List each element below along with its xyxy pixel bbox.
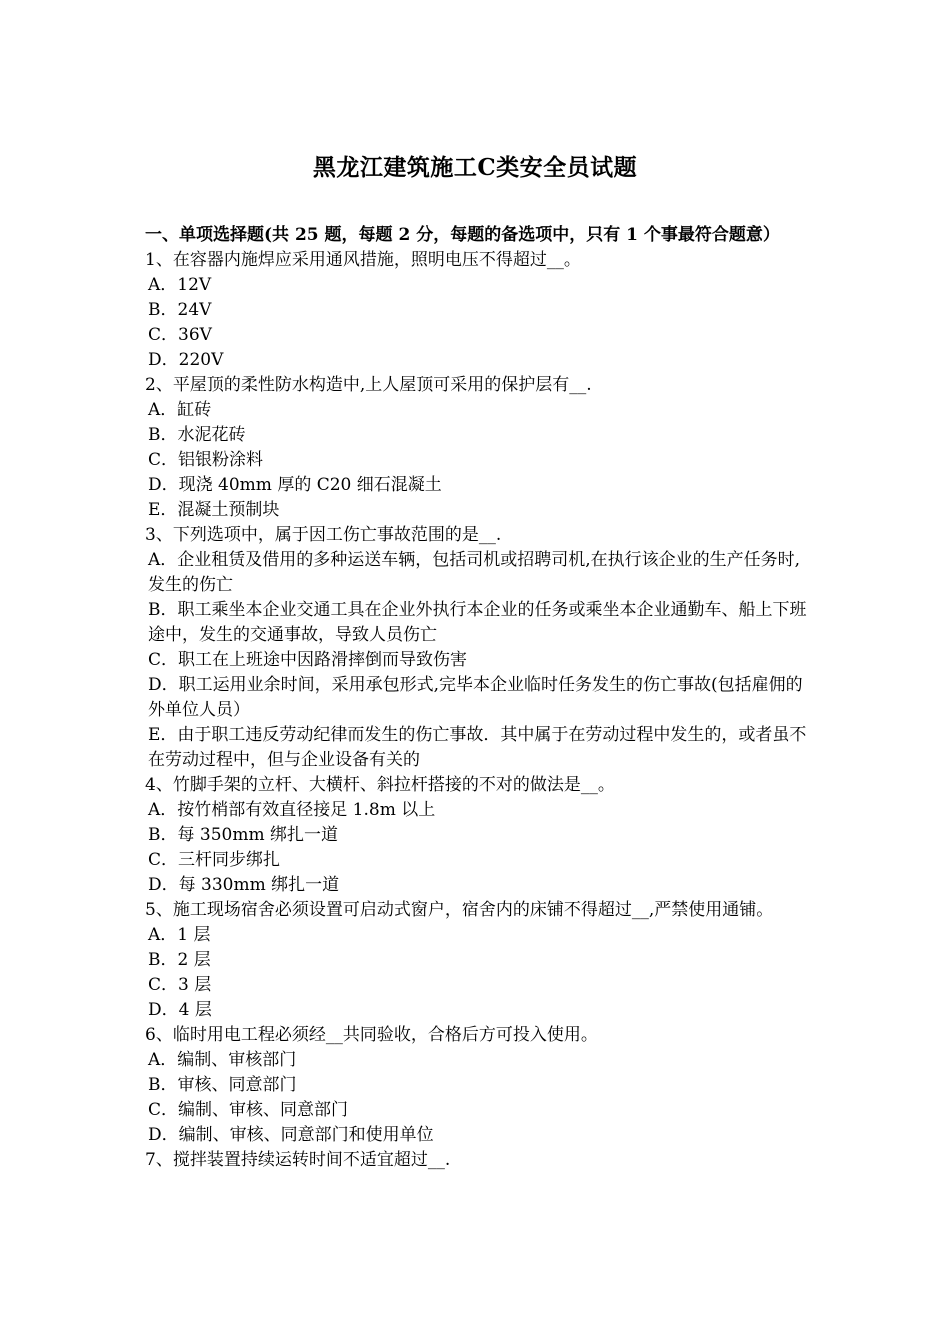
answer-option <box>145 348 813 373</box>
answer-option <box>145 823 813 848</box>
question-stem: 1、在容器内施焊应采用通风措施，照明电压不得超过__。 <box>145 250 581 270</box>
question-stem: 5、施工现场宿舍必须设置可启动式窗户，宿舍内的床铺不得超过__,严禁使用通铺。 <box>145 900 774 920</box>
option-text: 企业租赁及借用的多种运送车辆，包括司机或招聘司机,在执行该企业的生产任务时,发生的伤亡 <box>148 550 801 595</box>
answer-option <box>145 873 813 898</box>
option-letter: D． <box>148 1125 179 1145</box>
question-5 <box>145 898 813 1023</box>
answer-option <box>145 948 813 973</box>
question-stem: 2、平屋顶的柔性防水构造中,上人屋顶可采用的保护层有__. <box>145 375 592 395</box>
option-letter: C． <box>148 850 179 870</box>
option-letter: C． <box>148 325 179 345</box>
option-text: 现浇 40mm 厚的 C20 细石混凝土 <box>178 475 442 495</box>
option-letter: A． <box>148 800 178 820</box>
answer-option <box>145 498 813 523</box>
option-text: 职工在上班途中因路滑摔倒而导致伤害 <box>178 650 468 670</box>
option-letter: D． <box>148 875 179 895</box>
option-text: 编制、审核、同意部门 <box>178 1100 349 1120</box>
question-stem: 4、竹脚手架的立杆、大横杆、斜拉杆搭接的不对的做法是__。 <box>145 775 615 795</box>
option-letter: A． <box>148 550 178 570</box>
question-4 <box>145 773 813 898</box>
option-text: 审核、同意部门 <box>177 1075 297 1095</box>
answer-option <box>145 1048 813 1073</box>
option-text: 职工乘坐本企业交通工具在企业外执行本企业的任务或乘坐本企业通勤车、船上下班途中，发生的交通事故，导致人员伤亡 <box>148 600 807 645</box>
option-letter: C． <box>148 650 179 670</box>
answer-option <box>145 398 813 423</box>
answer-option <box>145 998 813 1023</box>
option-letter: B． <box>148 825 178 845</box>
option-text: 每 330mm 绑扎一道 <box>178 875 340 895</box>
option-text: 按竹梢部有效直径接足 1.8m 以上 <box>177 800 436 820</box>
option-letter: A． <box>148 1050 178 1070</box>
option-letter: A． <box>148 400 178 420</box>
option-text: 3 层 <box>178 975 212 995</box>
option-text: 职工运用业余时间，采用承包形式,完毕本企业临时任务发生的伤亡事故(包括雇佣的外单位人员） <box>148 675 803 720</box>
answer-option <box>145 273 813 298</box>
answer-option <box>145 1123 813 1148</box>
option-letter: E． <box>148 725 178 745</box>
answer-option <box>145 598 813 648</box>
answer-option <box>145 298 813 323</box>
answer-option <box>145 448 813 473</box>
answer-option <box>145 673 813 723</box>
option-text: 每 350mm 绑扎一道 <box>177 825 338 845</box>
answer-option <box>145 973 813 998</box>
document-title: 黑龙江建筑施工C类安全员试题 <box>312 154 638 181</box>
document-body <box>145 223 813 1173</box>
option-letter: D． <box>148 1000 179 1020</box>
option-text: 铝银粉涂料 <box>178 450 264 470</box>
option-text: 缸砖 <box>177 400 212 420</box>
answer-option <box>145 1073 813 1098</box>
section-heading: 一、单项选择题(共 25 题，每题 2 分，每题的备选项中，只有 1 个事最符合题意） <box>145 225 780 245</box>
option-letter: B． <box>148 425 178 445</box>
option-text: 1 层 <box>177 925 211 945</box>
option-text: 12V <box>177 275 212 295</box>
option-letter: B． <box>148 950 178 970</box>
question-7 <box>145 1148 813 1173</box>
option-letter: B． <box>148 1075 178 1095</box>
answer-option <box>145 848 813 873</box>
option-text: 36V <box>178 325 212 345</box>
option-text: 编制、审核部门 <box>177 1050 297 1070</box>
option-letter: C． <box>148 975 179 995</box>
question-list <box>145 248 813 1173</box>
answer-option <box>145 473 813 498</box>
answer-option <box>145 323 813 348</box>
question-stem: 6、临时用电工程必须经__共同验收，合格后方可投入使用。 <box>145 1025 598 1045</box>
option-letter: D． <box>148 475 179 495</box>
option-letter: A． <box>148 275 178 295</box>
option-text: 由于职工违反劳动纪律而发生的伤亡事故．其中属于在劳动过程中发生的，或者虽不在劳动过程中，但与企业设备有关的 <box>148 725 807 770</box>
answer-option <box>145 548 813 598</box>
option-letter: D． <box>148 350 179 370</box>
question-stem: 3、下列选项中，属于因工伤亡事故范围的是__. <box>145 525 502 545</box>
option-text: 220V <box>178 350 224 370</box>
answer-option <box>145 923 813 948</box>
option-text: 水泥花砖 <box>177 425 246 445</box>
option-text: 2 层 <box>177 950 211 970</box>
option-text: 24V <box>177 300 212 320</box>
option-text: 编制、审核、同意部门和使用单位 <box>178 1125 434 1145</box>
option-letter: B． <box>148 300 178 320</box>
option-text: 4 层 <box>178 1000 212 1020</box>
question-3 <box>145 523 813 773</box>
answer-option <box>145 798 813 823</box>
answer-option <box>145 723 813 773</box>
question-stem: 7、搅拌装置持续运转时间不适宜超过__. <box>145 1150 451 1170</box>
option-letter: E． <box>148 500 178 520</box>
answer-option <box>145 423 813 448</box>
question-6 <box>145 1023 813 1148</box>
answer-option <box>145 1098 813 1123</box>
option-text: 混凝土预制块 <box>177 500 280 520</box>
question-1 <box>145 248 813 373</box>
answer-option <box>145 648 813 673</box>
question-2 <box>145 373 813 523</box>
option-letter: D． <box>148 675 179 695</box>
option-letter: C． <box>148 450 179 470</box>
option-letter: A． <box>148 925 178 945</box>
option-letter: C． <box>148 1100 179 1120</box>
option-text: 三杆同步绑扎 <box>178 850 281 870</box>
option-letter: B． <box>148 600 178 620</box>
